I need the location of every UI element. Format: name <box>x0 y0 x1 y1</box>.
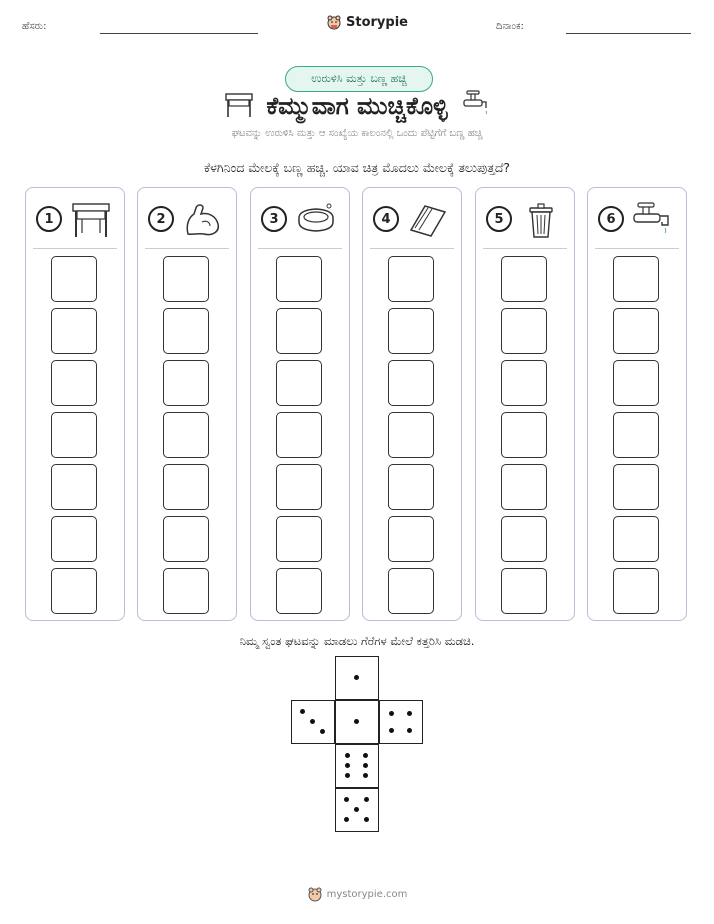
color-box[interactable] <box>51 412 97 458</box>
color-box[interactable] <box>388 308 434 354</box>
dice-pip <box>354 719 359 724</box>
name-line[interactable] <box>100 33 258 34</box>
column-number: 3 <box>261 206 287 232</box>
dice-face-6 <box>335 744 379 788</box>
column-4 <box>362 187 462 621</box>
dice-pip <box>363 753 368 758</box>
color-box[interactable] <box>388 360 434 406</box>
dice-face-1 <box>335 656 379 700</box>
color-box[interactable] <box>163 568 209 614</box>
color-box[interactable] <box>388 568 434 614</box>
color-box[interactable] <box>276 360 322 406</box>
color-box[interactable] <box>276 412 322 458</box>
color-box[interactable] <box>51 360 97 406</box>
soap-icon <box>295 200 337 238</box>
storypie-mascot-icon <box>307 886 323 902</box>
dice-pip <box>345 763 350 768</box>
color-box[interactable] <box>276 516 322 562</box>
name-label: ಹೆಸರು: <box>22 21 47 32</box>
column-number: 1 <box>36 206 62 232</box>
color-box[interactable] <box>163 412 209 458</box>
brand-logo <box>326 14 408 30</box>
dice-pip <box>407 711 412 716</box>
trash-can-icon <box>520 200 562 238</box>
color-box[interactable] <box>613 412 659 458</box>
dice-pip <box>364 817 369 822</box>
color-box[interactable] <box>163 308 209 354</box>
date-line[interactable] <box>566 33 691 34</box>
color-box[interactable] <box>276 308 322 354</box>
color-box[interactable] <box>501 568 547 614</box>
desk-icon <box>224 90 254 118</box>
cut-fold-instruction: ನಿಮ್ಮ ಸ್ವಂತ ಘಟವನ್ನು ಮಾಡಲು ಗೆರೆಗಳ ಮೇಲೆ ಕತ್ತರಿಸಿ ಮಡಚಿ. <box>239 634 475 648</box>
color-box[interactable] <box>163 256 209 302</box>
color-box[interactable] <box>388 412 434 458</box>
color-box[interactable] <box>501 308 547 354</box>
column-3 <box>250 187 350 621</box>
color-box[interactable] <box>613 464 659 510</box>
column-number: 5 <box>486 206 512 232</box>
color-box[interactable] <box>613 568 659 614</box>
dice-pip <box>345 753 350 758</box>
color-box[interactable] <box>276 464 322 510</box>
water-tap-icon <box>632 200 674 238</box>
column-5 <box>475 187 575 621</box>
dice-face-4 <box>379 700 423 744</box>
color-box[interactable] <box>501 360 547 406</box>
color-box[interactable] <box>501 412 547 458</box>
date-label: ದಿನಾಂಕ: <box>496 21 524 32</box>
activity-badge: ಉರುಳಿಸಿ ಮತ್ತು ಬಣ್ಣ ಹಚ್ಚಿ <box>285 66 433 92</box>
color-box[interactable] <box>613 308 659 354</box>
color-box[interactable] <box>388 516 434 562</box>
color-box[interactable] <box>501 256 547 302</box>
color-box[interactable] <box>501 516 547 562</box>
color-box[interactable] <box>51 464 97 510</box>
color-box[interactable] <box>163 516 209 562</box>
dice-pip <box>407 728 412 733</box>
water-tap-icon <box>460 90 490 118</box>
dice-pip <box>389 728 394 733</box>
dice-pip <box>389 711 394 716</box>
footer <box>0 886 714 902</box>
column-number: 4 <box>373 206 399 232</box>
dice-pip <box>320 729 325 734</box>
color-box[interactable] <box>276 568 322 614</box>
color-box[interactable] <box>613 256 659 302</box>
dice-pip <box>344 797 349 802</box>
page-title <box>0 90 714 120</box>
brand-name: Storypie <box>346 14 408 30</box>
title-text: ಕೆಮ್ಮುವಾಗ ಮುಚ್ಚಿಕೊಳ್ಳಿ <box>266 92 448 120</box>
dice-pip <box>345 773 350 778</box>
column-number: 6 <box>598 206 624 232</box>
color-box[interactable] <box>388 464 434 510</box>
dice-pip <box>310 719 315 724</box>
color-box[interactable] <box>388 256 434 302</box>
dice-face-3 <box>291 700 335 744</box>
dice-pip <box>300 709 305 714</box>
dice-face-5 <box>335 788 379 832</box>
dice-pip <box>354 675 359 680</box>
column-6 <box>587 187 687 621</box>
dice-pip <box>363 773 368 778</box>
napkin-icon <box>407 200 449 238</box>
color-box[interactable] <box>613 360 659 406</box>
column-1 <box>25 187 125 621</box>
storypie-mascot-icon <box>326 14 342 30</box>
color-box[interactable] <box>163 360 209 406</box>
color-box[interactable] <box>51 516 97 562</box>
color-box[interactable] <box>51 568 97 614</box>
dice-face-1 <box>335 700 379 744</box>
column-number: 2 <box>148 206 174 232</box>
question: ಕೆಳಗಿನಿಂದ ಮೇಲಕ್ಕೆ ಬಣ್ಣ ಹಚ್ಚಿ. ಯಾವ ಚಿತ್ರ ಮೊದಲು ಮೇಲಕ್ಕೆ ತಲುಪುತ್ತದೆ? <box>203 160 511 175</box>
flexed-arm-icon <box>182 200 224 238</box>
color-box[interactable] <box>276 256 322 302</box>
color-box[interactable] <box>163 464 209 510</box>
footer-url[interactable]: mystorypie.com <box>326 888 408 900</box>
color-box[interactable] <box>613 516 659 562</box>
dice-pip <box>344 817 349 822</box>
color-box[interactable] <box>501 464 547 510</box>
color-box[interactable] <box>51 308 97 354</box>
color-box[interactable] <box>51 256 97 302</box>
desk-icon <box>70 200 112 238</box>
dice-pip <box>364 797 369 802</box>
dice-pip <box>354 807 359 812</box>
subtitle: ಘಟವನ್ನು ಉರುಳಿಸಿ ಮತ್ತು ಆ ಸಂಖ್ಯೆಯ ಕಾಲಂನಲ್ಲಿ ಒಂದು ಪೆಟ್ಟಿಗೆಗೆ ಬಣ್ಣ ಹಚ್ಚಿ <box>231 128 483 139</box>
column-2 <box>137 187 237 621</box>
dice-pip <box>363 763 368 768</box>
